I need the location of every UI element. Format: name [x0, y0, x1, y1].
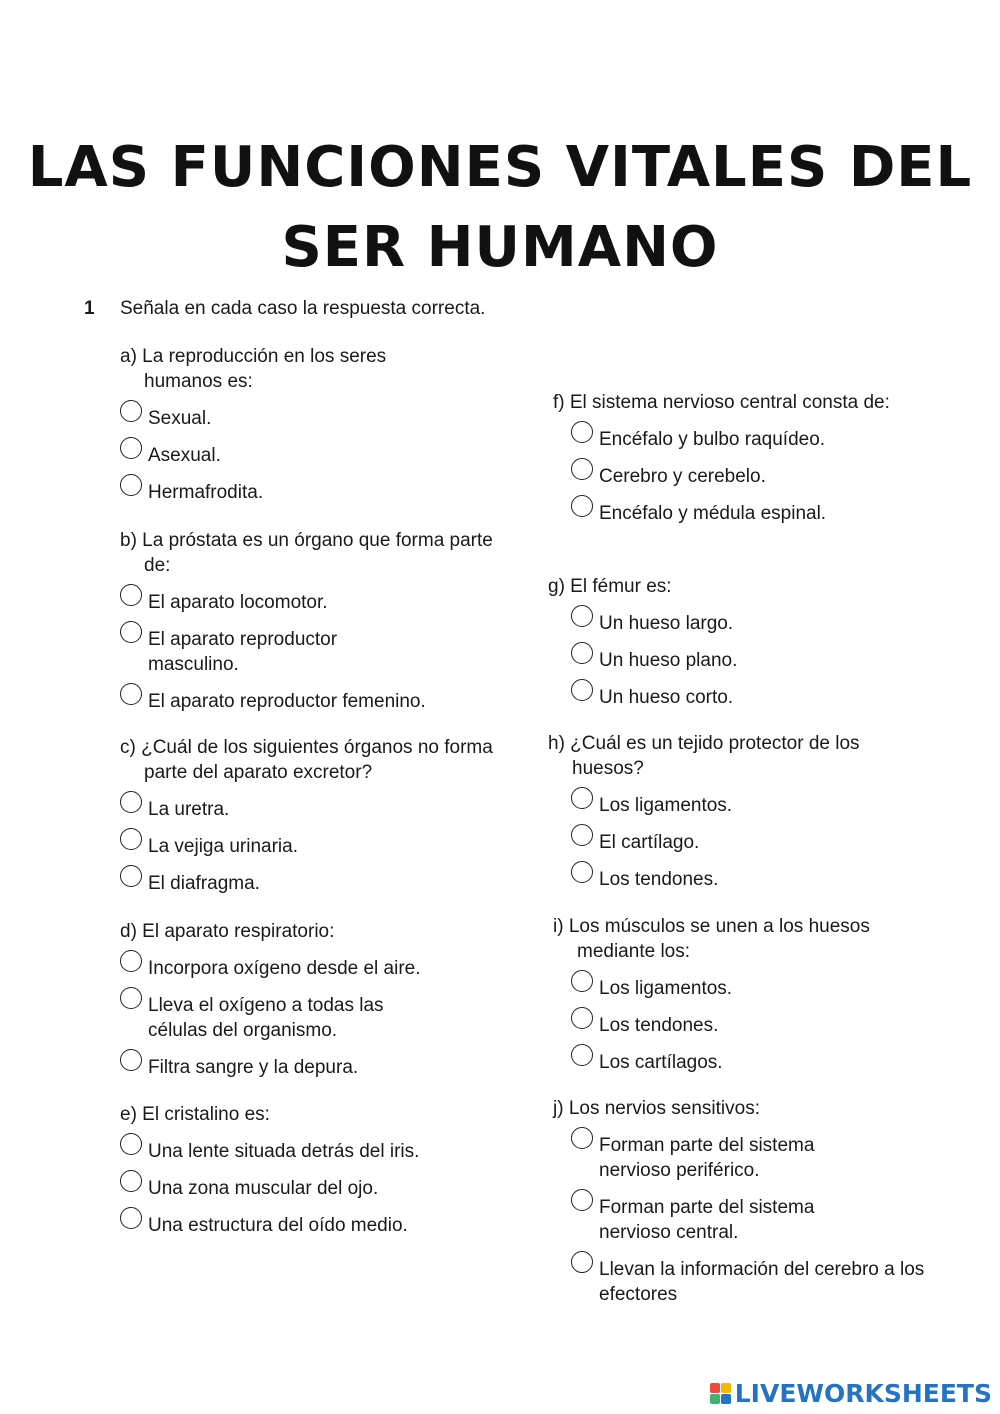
- radio-circle-icon[interactable]: [571, 787, 593, 809]
- radio-circle-icon[interactable]: [571, 861, 593, 883]
- radio-circle-icon[interactable]: [571, 1251, 593, 1273]
- question-h: [548, 731, 918, 892]
- question-label: b) La próstata es un órgano que forma parte de:: [120, 530, 493, 576]
- answer-option[interactable]: Una estructura del oído medio.: [120, 1213, 500, 1238]
- question-label: e) El cristalino es:: [120, 1104, 270, 1125]
- answer-option[interactable]: El cartílago.: [571, 830, 918, 855]
- title-line-1: LAS FUNCIONES VITALES DEL: [27, 135, 973, 200]
- answer-option[interactable]: La uretra.: [120, 797, 500, 822]
- question-label: i) Los músculos se unen a los huesos mediante los:: [553, 916, 870, 962]
- answer-option[interactable]: Un hueso plano.: [571, 648, 928, 673]
- question-a: [120, 344, 450, 505]
- question-e: [120, 1102, 500, 1238]
- question-label: j) Los nervios sensitivos:: [553, 1098, 760, 1119]
- answer-option[interactable]: Incorpora oxígeno desde el aire.: [120, 956, 500, 981]
- radio-circle-icon[interactable]: [120, 1133, 142, 1155]
- answer-option[interactable]: Una zona muscular del ojo.: [120, 1176, 500, 1201]
- liveworksheets-brand[interactable]: [710, 1378, 992, 1408]
- radio-circle-icon[interactable]: [120, 621, 142, 643]
- answer-option[interactable]: Forman parte del sistema nervioso central.: [571, 1195, 859, 1245]
- radio-circle-icon[interactable]: [571, 679, 593, 701]
- question-f: [553, 390, 913, 526]
- radio-circle-icon[interactable]: [120, 1170, 142, 1192]
- liveworksheets-logo-icon: [710, 1383, 731, 1404]
- radio-circle-icon[interactable]: [120, 987, 142, 1009]
- logo-square: [721, 1383, 731, 1393]
- question-label: d) El aparato respiratorio:: [120, 921, 335, 942]
- radio-circle-icon[interactable]: [571, 642, 593, 664]
- answer-option[interactable]: Encéfalo y médula espinal.: [571, 501, 913, 526]
- radio-circle-icon[interactable]: [120, 950, 142, 972]
- radio-circle-icon[interactable]: [120, 584, 142, 606]
- question-label: g) El fémur es:: [548, 576, 672, 597]
- question-j: [553, 1096, 933, 1307]
- answer-option[interactable]: Forman parte del sistema nervioso periférico.: [571, 1133, 859, 1183]
- radio-circle-icon[interactable]: [571, 1007, 593, 1029]
- answer-option[interactable]: Filtra sangre y la depura.: [120, 1055, 500, 1080]
- answer-option[interactable]: Una lente situada detrás del iris.: [120, 1139, 500, 1164]
- answer-option[interactable]: Los tendones.: [571, 867, 918, 892]
- radio-circle-icon[interactable]: [571, 605, 593, 627]
- radio-circle-icon[interactable]: [120, 400, 142, 422]
- question-i: [553, 914, 923, 1075]
- question-c: [120, 735, 500, 896]
- answer-option[interactable]: Los tendones.: [571, 1013, 923, 1038]
- radio-circle-icon[interactable]: [571, 458, 593, 480]
- answer-option[interactable]: Cerebro y cerebelo.: [571, 464, 913, 489]
- radio-circle-icon[interactable]: [120, 1049, 142, 1071]
- title-line-2: SER HUMANO: [281, 215, 719, 280]
- answer-option[interactable]: El aparato reproductor femenino.: [120, 689, 500, 714]
- radio-circle-icon[interactable]: [571, 824, 593, 846]
- radio-circle-icon[interactable]: [571, 421, 593, 443]
- answer-option[interactable]: Los ligamentos.: [571, 793, 918, 818]
- radio-circle-icon[interactable]: [571, 1189, 593, 1211]
- answer-option[interactable]: Asexual.: [120, 443, 450, 468]
- brand-text: LIVEWORKSHEETS: [734, 1378, 992, 1408]
- radio-circle-icon[interactable]: [120, 437, 142, 459]
- radio-circle-icon[interactable]: [120, 683, 142, 705]
- radio-circle-icon[interactable]: [120, 1207, 142, 1229]
- answer-option[interactable]: Encéfalo y bulbo raquídeo.: [571, 427, 913, 452]
- question-label: a) La reproducción en los seres humanos es:: [120, 346, 387, 392]
- radio-circle-icon[interactable]: [571, 1127, 593, 1149]
- question-d: [120, 919, 500, 1080]
- radio-circle-icon[interactable]: [120, 474, 142, 496]
- instruction-text: Señala en cada caso la respuesta correcta.: [120, 298, 486, 319]
- answer-option[interactable]: Llevan la información del cerebro a los efectores: [571, 1257, 929, 1307]
- answer-option[interactable]: El aparato locomotor.: [120, 590, 500, 615]
- question-label: f) El sistema nervioso central consta de:: [553, 392, 890, 413]
- question-g: [548, 574, 928, 710]
- answer-option[interactable]: La vejiga urinaria.: [120, 834, 500, 859]
- page-title: [0, 128, 1000, 288]
- answer-option[interactable]: Un hueso largo.: [571, 611, 928, 636]
- radio-circle-icon[interactable]: [120, 828, 142, 850]
- logo-square: [721, 1394, 731, 1404]
- question-b: [120, 528, 500, 714]
- radio-circle-icon[interactable]: [120, 791, 142, 813]
- radio-circle-icon[interactable]: [571, 970, 593, 992]
- answer-option[interactable]: Lleva el oxígeno a todas las células del organismo.: [120, 993, 428, 1043]
- answer-option[interactable]: Un hueso corto.: [571, 685, 928, 710]
- logo-square: [710, 1383, 720, 1393]
- question-label: h) ¿Cuál es un tejido protector de los huesos?: [548, 733, 860, 779]
- answer-option[interactable]: Los ligamentos.: [571, 976, 923, 1001]
- answer-option[interactable]: Hermafrodita.: [120, 480, 450, 505]
- question-label: c) ¿Cuál de los siguientes órganos no forma parte del aparato excretor?: [120, 737, 493, 783]
- answer-option[interactable]: Sexual.: [120, 406, 450, 431]
- instruction-number: 1: [84, 298, 95, 319]
- answer-option[interactable]: Los cartílagos.: [571, 1050, 923, 1075]
- radio-circle-icon[interactable]: [120, 865, 142, 887]
- instruction: [84, 298, 485, 320]
- radio-circle-icon[interactable]: [571, 495, 593, 517]
- answer-option[interactable]: El aparato reproductor masculino.: [120, 627, 378, 677]
- answer-option[interactable]: El diafragma.: [120, 871, 500, 896]
- logo-square: [710, 1394, 720, 1404]
- radio-circle-icon[interactable]: [571, 1044, 593, 1066]
